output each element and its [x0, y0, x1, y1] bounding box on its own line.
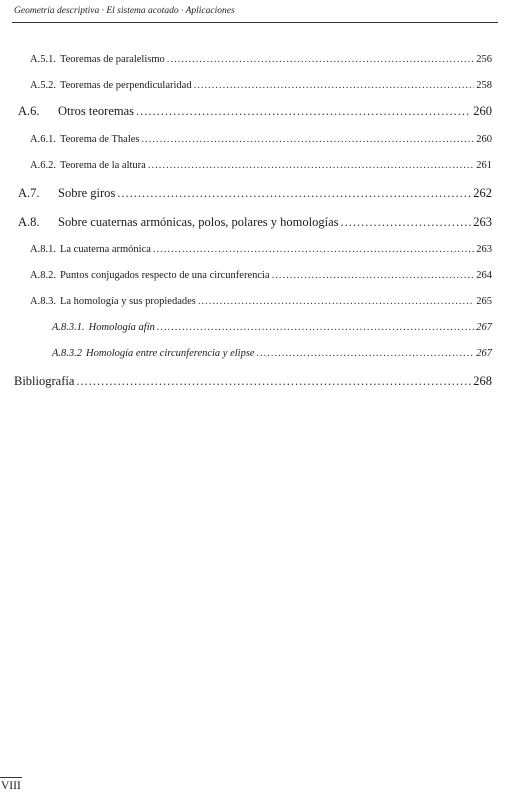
toc-entry-number: A.7. [18, 186, 40, 200]
toc-entry [18, 104, 492, 119]
dot-leader [157, 322, 474, 333]
dot-leader [341, 215, 472, 230]
toc-entry-number: A.8.3. [30, 296, 56, 307]
toc-entry-number: A.5.1. [30, 54, 56, 65]
toc-entry-number: A.6. [18, 104, 40, 118]
toc-entry [52, 348, 492, 359]
toc-entry-title: Homología entre circunferencia y elipse [86, 348, 255, 359]
toc-entry-page: 268 [473, 374, 492, 388]
toc-entry-page: 262 [473, 186, 492, 200]
toc-entry-page: 265 [476, 296, 492, 307]
toc-entry-number: A.6.2. [30, 160, 56, 171]
toc-entry-number: A.6.1. [30, 134, 56, 145]
toc-entry-page: 267 [476, 348, 492, 359]
toc-entry [30, 270, 492, 281]
toc-entry-page: 256 [476, 54, 492, 65]
toc-entry [18, 186, 492, 201]
toc-entry-title: Puntos conjugados respecto de una circunferencia [59, 270, 270, 281]
toc-entry-title: Teoremas de perpendicularidad [59, 80, 192, 91]
dot-leader [76, 374, 471, 389]
dot-leader [136, 104, 471, 119]
toc-entry-title: Sobre cuaternas armónicas, polos, polares y homologías [58, 215, 339, 229]
toc-entry-page: 261 [476, 160, 492, 171]
toc-entry-number: A.5.2. [30, 80, 56, 91]
toc-entry-title: Teoremas de paralelismo [59, 54, 165, 65]
toc-entry-title: La cuaterna armónica [59, 244, 151, 255]
toc-entry [30, 296, 492, 307]
toc-entry-title: La homología y sus propiedades [59, 296, 196, 307]
toc-entry [30, 134, 492, 145]
toc-entry-title: Otros teoremas [58, 104, 135, 118]
dot-leader [198, 296, 474, 307]
dot-leader [194, 80, 475, 91]
toc-entry-number: A.8.3.1. [52, 322, 85, 333]
running-header: Geometría descriptiva · El sistema acotado · Aplicaciones [14, 6, 235, 16]
toc-entry [30, 80, 492, 91]
toc-entry [52, 322, 492, 333]
toc-entry-number: A.8.3.2 [52, 348, 83, 359]
dot-leader [117, 186, 471, 201]
toc-entry-page: 263 [476, 244, 492, 255]
toc-entry-number: A.8. [18, 215, 40, 229]
toc-entry-title: Teorema de Thales [59, 134, 140, 145]
toc-entry-title: Sobre giros [58, 186, 116, 200]
dot-leader [257, 348, 475, 359]
toc-entry-page: 258 [476, 80, 492, 91]
page-number: VIII [1, 780, 21, 792]
toc-entry-page: 260 [476, 134, 492, 145]
footer-rule [0, 777, 22, 778]
toc-entry [14, 374, 492, 389]
toc-entry-number: A.8.1. [30, 244, 56, 255]
dot-leader [272, 270, 475, 281]
toc-entry [30, 54, 492, 65]
toc-entry-page: 263 [473, 215, 492, 229]
toc-entry-number: A.8.2. [30, 270, 56, 281]
toc-entry-page: 260 [473, 104, 492, 118]
toc-entry [30, 160, 492, 171]
toc-entry-title: Homología afín [88, 322, 155, 333]
dot-leader [148, 160, 474, 171]
toc-entry-page: 267 [476, 322, 492, 333]
dot-leader [142, 134, 475, 145]
dot-leader [153, 244, 474, 255]
header-rule [12, 22, 498, 23]
toc-entry-page: 264 [476, 270, 492, 281]
toc-entry [18, 215, 492, 230]
toc-entry-title: Bibliografía [14, 374, 75, 388]
dot-leader [167, 54, 474, 65]
toc-entry-title: Teorema de la altura [59, 160, 146, 171]
toc-entry [30, 244, 492, 255]
